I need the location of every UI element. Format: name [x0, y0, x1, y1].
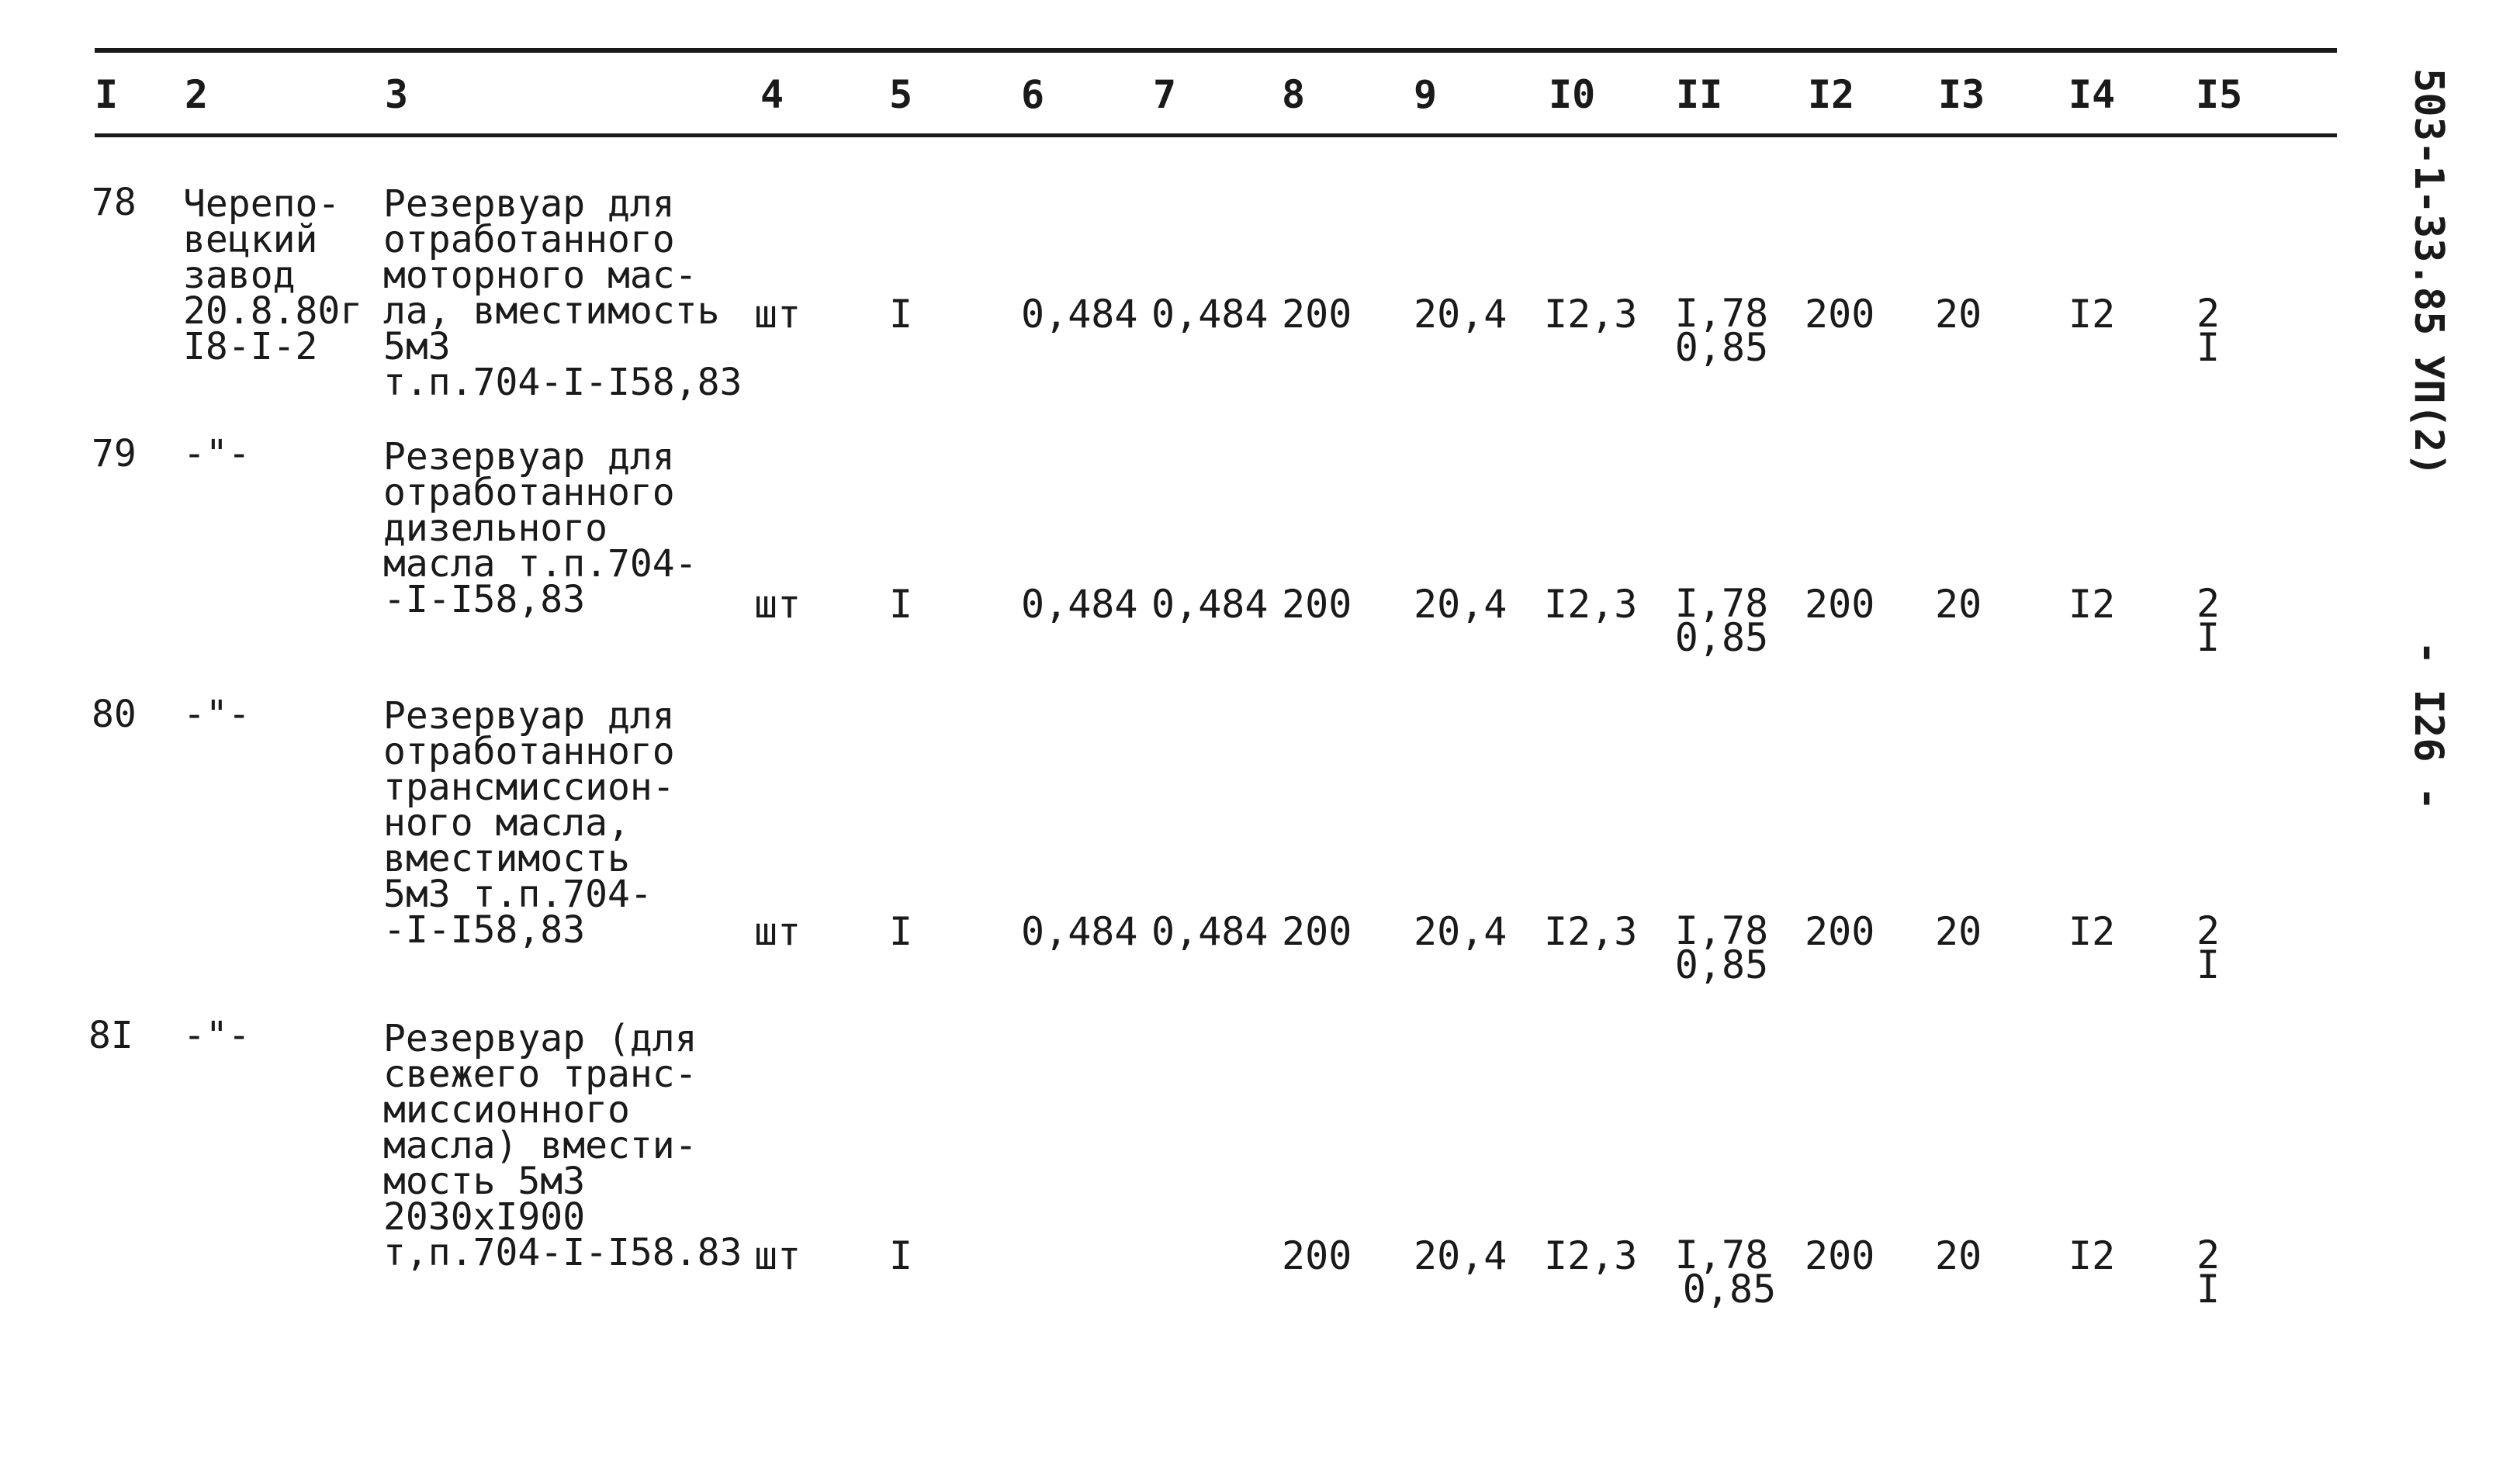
col-header-10: I0 — [1549, 72, 1596, 117]
place-cell: -"- — [183, 432, 251, 475]
page-number: - I26 - — [2405, 641, 2452, 811]
col11-bottom: 0,85 — [1674, 615, 1769, 660]
col14-cell: I2 — [2068, 582, 2116, 627]
col-header-5: 5 — [889, 72, 913, 117]
col10-cell: I2,3 — [1544, 582, 1638, 627]
col15-top: 2 — [2196, 908, 2221, 953]
document-code: 503-1-33.85 — [2405, 68, 2452, 336]
col8-cell: 200 — [1282, 909, 1352, 954]
col-header-7: 7 — [1153, 72, 1177, 117]
row-number: 80 — [92, 693, 137, 736]
row-number: 8I — [88, 1014, 133, 1057]
col11-top: I,78 — [1674, 1233, 1769, 1278]
col11-bottom: 0,85 — [1674, 325, 1769, 370]
col-header-6: 6 — [1021, 72, 1045, 117]
col12-cell: 200 — [1805, 1233, 1875, 1278]
col8-cell: 200 — [1282, 292, 1352, 337]
col10-cell: I2,3 — [1544, 292, 1638, 337]
col-header-4: 4 — [760, 72, 784, 117]
row-number: 78 — [92, 181, 137, 224]
col10-cell: I2,3 — [1544, 909, 1638, 954]
place-cell: -"- — [183, 693, 251, 736]
col15-bottom: I — [2196, 1267, 2221, 1312]
name-cell: Резервуар для отработанного дизельного масла т.п.704- -I-I58,83 — [383, 435, 698, 621]
col-header-2: 2 — [185, 72, 209, 117]
col14-cell: I2 — [2068, 292, 2116, 337]
col11-top: I,78 — [1674, 908, 1769, 953]
qty-cell: I — [889, 292, 913, 337]
col6-cell: 0,484 — [1021, 292, 1138, 337]
col15-bottom: I — [2196, 615, 2221, 660]
col14-cell: I2 — [2068, 909, 2116, 954]
col15-top: 2 — [2196, 581, 2221, 626]
col13-cell: 20 — [1935, 292, 1982, 337]
col7-cell: 0,484 — [1151, 582, 1269, 627]
row-number: 79 — [92, 432, 137, 475]
col-header-14: I4 — [2068, 72, 2116, 117]
col15-bottom: I — [2196, 325, 2221, 370]
col6-cell: 0,484 — [1021, 909, 1138, 954]
col13-cell: 20 — [1935, 909, 1982, 954]
col7-cell: 0,484 — [1151, 909, 1269, 954]
col-header-9: 9 — [1414, 72, 1438, 117]
header-rule — [95, 133, 2337, 137]
name-cell: Резервуар для отработанного трансмиссион- ного масла, вместимость 5м3 т.п.704- -I-I58,83 — [383, 694, 675, 952]
unit-cell: шт — [754, 1233, 801, 1278]
top-rule — [95, 48, 2337, 53]
col7-cell: 0,484 — [1151, 292, 1269, 337]
col9-cell: 20,4 — [1414, 582, 1508, 627]
col-header-11: II — [1676, 72, 1723, 117]
document-part: УП(2) — [2405, 355, 2452, 477]
col12-cell: 200 — [1805, 909, 1875, 954]
col11-bottom: 0,85 — [1674, 942, 1769, 987]
unit-cell: шт — [754, 292, 801, 337]
col14-cell: I2 — [2068, 1233, 2116, 1278]
col-header-15: I5 — [2196, 72, 2243, 117]
col9-cell: 20,4 — [1414, 909, 1508, 954]
col9-cell: 20,4 — [1414, 1233, 1508, 1278]
col13-cell: 20 — [1935, 1233, 1982, 1278]
col-header-8: 8 — [1282, 72, 1306, 117]
qty-cell: I — [889, 1233, 913, 1278]
col15-bottom: I — [2196, 942, 2221, 987]
col11-bottom: 0,85 — [1682, 1267, 1777, 1312]
col8-cell: 200 — [1282, 1233, 1352, 1278]
qty-cell: I — [889, 582, 913, 627]
name-cell: Резервуар (для свежего транс- миссионного масла) вмести- мость 5м3 2030xI900 т,п.704-I-I58.83 — [383, 1017, 742, 1274]
unit-cell: шт — [754, 909, 801, 954]
col15-top: 2 — [2196, 1233, 2221, 1278]
col13-cell: 20 — [1935, 582, 1982, 627]
col-header-12: I2 — [1808, 72, 1855, 117]
col-header-13: I3 — [1938, 72, 1985, 117]
place-cell: Черепо- вецкий завод 20.8.80г I8-I-2 — [183, 182, 363, 368]
col11-top: I,78 — [1674, 581, 1769, 626]
unit-cell: шт — [754, 582, 801, 627]
col9-cell: 20,4 — [1414, 292, 1508, 337]
name-cell: Резервуар для отработанного моторного мас- ла, вместимость 5м3 т.п.704-I-I58,83 — [383, 182, 742, 404]
col12-cell: 200 — [1805, 582, 1875, 627]
col10-cell: I2,3 — [1544, 1233, 1638, 1278]
place-cell: -"- — [183, 1014, 251, 1057]
col6-cell: 0,484 — [1021, 582, 1138, 627]
col-header-1: I — [95, 72, 119, 117]
col8-cell: 200 — [1282, 582, 1352, 627]
col-header-3: 3 — [385, 72, 409, 117]
col12-cell: 200 — [1805, 292, 1875, 337]
qty-cell: I — [889, 909, 913, 954]
col11-top: I,78 — [1674, 291, 1769, 336]
col15-top: 2 — [2196, 291, 2221, 336]
